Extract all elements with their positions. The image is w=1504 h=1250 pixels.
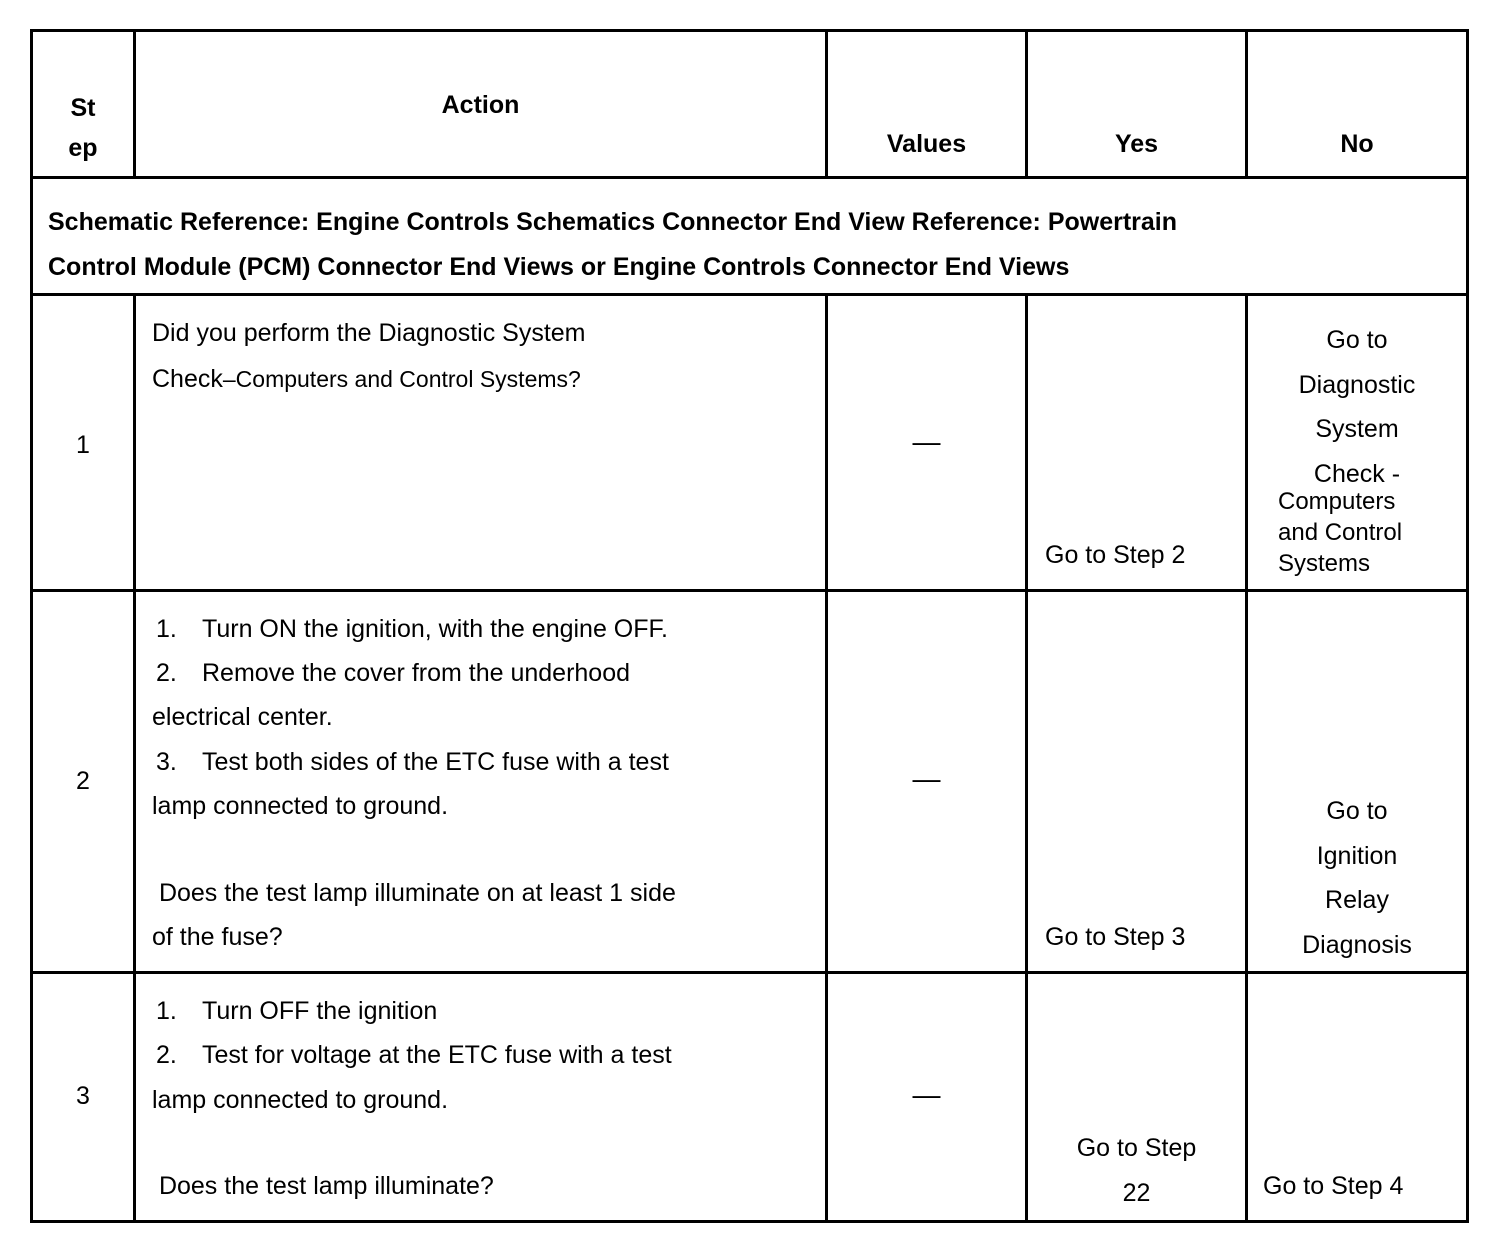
action-cell <box>135 295 827 591</box>
values-cell <box>827 973 1027 1222</box>
no-line: Diagnostic <box>1298 370 1416 399</box>
yes-line: 22 <box>1122 1178 1151 1207</box>
reference-row <box>32 178 1468 295</box>
action-list-item <box>152 614 668 644</box>
values-cell <box>827 591 1027 973</box>
header-action: Action <box>441 91 520 119</box>
header-yes-cell <box>1027 31 1247 178</box>
step-number-cell <box>32 295 135 591</box>
no-go-to-step: Go to Step 4 <box>1263 1172 1404 1200</box>
no-line: Relay <box>1325 886 1389 914</box>
step-number: 1 <box>76 431 90 459</box>
step-row-2 <box>32 591 1468 973</box>
list-text: Remove the cover from the underhood <box>202 659 631 687</box>
no-line: and Control <box>1278 519 1403 546</box>
action-line: electrical center. <box>152 703 333 731</box>
header-values: Values <box>886 130 967 158</box>
header-no: No <box>1340 130 1374 158</box>
list-number: 1. <box>156 997 177 1025</box>
action-line: lamp connected to ground. <box>152 1086 449 1114</box>
no-go-to-ignition-relay <box>1248 789 1466 967</box>
value-dash: — <box>912 763 941 794</box>
values-cell <box>827 295 1027 591</box>
list-text: Turn ON the ignition, with the engine OFF. <box>202 615 668 643</box>
reference-cell <box>32 178 1468 295</box>
no-go-to-diagnostic <box>1248 318 1466 496</box>
header-step-cell <box>32 31 135 178</box>
action-text-computers: –Computers and Control Systems? <box>222 366 581 392</box>
list-text: Test for voltage at the ETC fuse with a test <box>202 1041 672 1069</box>
yes-go-to-step: Go to Step 2 <box>1045 541 1186 569</box>
no-line: Check - <box>1313 459 1401 488</box>
yes-cell <box>1027 973 1247 1222</box>
action-list-item <box>152 658 630 688</box>
no-line: Ignition <box>1316 841 1398 870</box>
header-action-cell <box>135 31 827 178</box>
no-line: System <box>1315 415 1399 443</box>
yes-go-to-step <box>1028 1126 1245 1215</box>
diagnostic-table <box>30 29 1469 1223</box>
no-cell <box>1247 295 1468 591</box>
header-values-cell <box>827 31 1027 178</box>
reference-line1: Schematic Reference: Engine Controls Schematics Connector End View Reference: Powertrain <box>48 208 1178 236</box>
no-computers-text <box>1278 486 1402 579</box>
action-list-item <box>152 996 437 1026</box>
step-row-1 <box>32 295 1468 591</box>
step-row-3 <box>32 973 1468 1222</box>
list-number: 2. <box>156 1041 177 1069</box>
yes-cell <box>1027 591 1247 973</box>
header-step <box>33 88 133 168</box>
list-text: Test both sides of the ETC fuse with a test <box>202 748 669 776</box>
list-number: 3. <box>156 748 177 776</box>
action-cell <box>135 973 827 1222</box>
action-question: Does the test lamp illuminate? <box>152 1172 494 1200</box>
yes-line: Go to Step <box>1076 1134 1197 1162</box>
value-dash: — <box>912 1079 941 1110</box>
value-dash: — <box>912 426 941 457</box>
header-yes: Yes <box>1114 130 1159 158</box>
action-question: Does the test lamp illuminate on at least 1 side <box>152 879 676 907</box>
list-number: 2. <box>156 659 177 687</box>
no-line: Systems <box>1278 550 1371 577</box>
yes-go-to-step: Go to Step 3 <box>1045 923 1186 951</box>
reference-line2: Control Module (PCM) Connector End Views or Engine Controls Connector End Views <box>48 253 1070 281</box>
list-text: Turn OFF the ignition <box>202 997 438 1025</box>
header-step-line1: St <box>70 94 96 122</box>
step-number-cell <box>32 591 135 973</box>
step-number-cell <box>32 973 135 1222</box>
no-cell <box>1247 973 1468 1222</box>
no-line: Diagnosis <box>1302 930 1412 959</box>
step-number: 2 <box>76 767 90 795</box>
action-list-item <box>152 747 669 777</box>
action-list-item <box>152 1040 672 1070</box>
action-line: Did you perform the Diagnostic System <box>152 319 586 347</box>
action-line: lamp connected to ground. <box>152 792 449 820</box>
schematic-reference <box>48 200 1451 290</box>
no-line: Go to <box>1326 797 1388 825</box>
header-row <box>32 31 1468 178</box>
yes-cell <box>1027 295 1247 591</box>
list-number: 1. <box>156 615 177 643</box>
action-question: of the fuse? <box>152 923 283 951</box>
header-step-line2: ep <box>68 134 98 162</box>
header-no-cell <box>1247 31 1468 178</box>
no-cell <box>1247 591 1468 973</box>
no-line: Go to <box>1326 326 1388 354</box>
action-line <box>152 364 581 394</box>
step-number: 3 <box>76 1082 90 1110</box>
no-line: Computers <box>1278 488 1396 515</box>
action-cell <box>135 591 827 973</box>
action-text-check: Check <box>152 365 223 393</box>
